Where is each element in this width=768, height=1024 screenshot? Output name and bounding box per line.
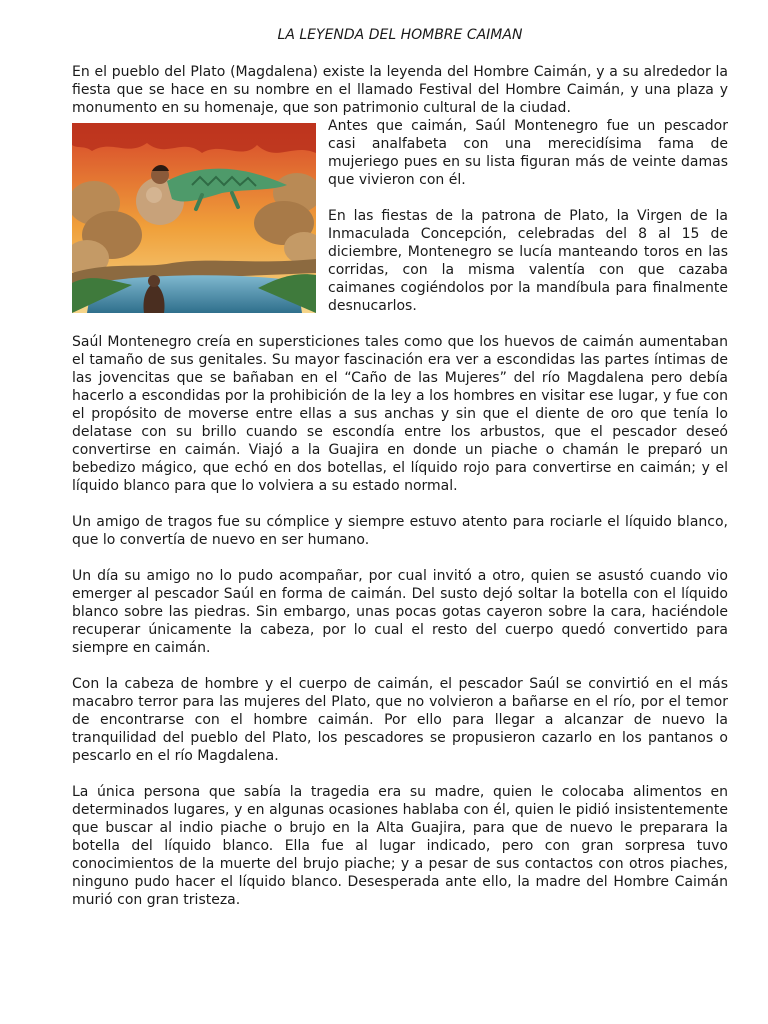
- paragraph-3: En las fiestas de la patrona de Plato, la Virgen de la Inmaculada Concepción, celebradas del 8 al 15 de diciembre, Montenegro se lucía manteando toros en las corridas, con la misma valentía con que cazaba caimanes cogiéndolos por la mandíbula para finalmente desnucarlos.: [328, 208, 728, 314]
- paragraph-5: Un amigo de tragos fue su cómplice y siempre estuvo atento para rociarle el líquido blanco, que lo convertía de nuevo en ser humano.: [72, 514, 728, 548]
- paragraph-2: Antes que caimán, Saúl Montenegro fue un pescador casi analfabeta con una merecidísima fama de mujeriego pues en su lista figuran más de veinte damas que vivieron con él.: [328, 118, 728, 188]
- document-page: [72, 26, 728, 927]
- painting-illustration: [72, 123, 316, 313]
- paragraph-4: Saúl Montenegro creía en supersticiones tales como que los huevos de caimán aumentaban el tamaño de sus genitales. Su mayor fascinación era ver a escondidas las partes íntimas de las jovencitas que se bañaban en el “Caño de las Mujeres” del río Magdalena pero debía hacerlo a escondidas por la prohibición de la ley a los hombres en visitar ese lugar, y fue con el propósito de moverse entre ellas a sus anchas y sin que el diente de oro que tenía lo delatase con su brillo cuando se escondía entre los arbustos, que el pescador deseó convertirse en caimán. Viajó a la Guajira en donde un piache o chamán le preparó un bebedizo mágico, que echó en dos botellas, el líquido rojo para convertirse en caimán; y el líquido blanco para que lo volviera a su estado normal.: [72, 334, 728, 494]
- paragraph-7: Con la cabeza de hombre y el cuerpo de caimán, el pescador Saúl se convirtió en el más macabro terror para las mujeres del Plato, que no volvieron a bañarse en el río, por el temor de encontrarse con el hombre caimán. Por ello para llegar a alcanzar de nuevo la tranquilidad del pueblo del Plato, los pescadores se propusieron cazarlo en los pantanos o pescarlo en el río Magdalena.: [72, 676, 728, 764]
- paragraph-1: En el pueblo del Plato (Magdalena) existe la leyenda del Hombre Caimán, y a su alrededor la fiesta que se hace en su nombre en el llamado Festival del Hombre Caimán, y una plaza y monumento en su homenaje, que son patrimonio cultural de la ciudad.: [72, 64, 728, 116]
- paragraph-6: Un día su amigo no lo pudo acompañar, por cual invitó a otro, quien se asustó cuando vio emerger al pescador Saúl en forma de caimán. Del susto dejó soltar la botella con el líquido blanco sobre las piedras. Sin embargo, unas pocas gotas cayeron sobre la cara, haciéndole recuperar únicamente la cabeza, por lo cual el resto del cuerpo quedó convertido para siempre en caimán.: [72, 568, 728, 656]
- legend-painting-image: [72, 123, 316, 313]
- paragraph-8: La única persona que sabía la tragedia era su madre, quien le colocaba alimentos en determinados lugares, y en algunas ocasiones hablaba con él, quien le pidió insistentemente que buscar al indio piache o brujo en la Alta Guajira, para que de nuevo le preparara la botella del líquido blanco. Ella fue al lugar indicado, pero con gran sorpresa tuvo conocimientos de la muerte del brujo piache; y a pesar de sus contactos con otros piaches, ninguno pudo hacer el líquido blanco. Desesperada ante ello, la madre del Hombre Caimán murió con gran tristeza.: [72, 784, 728, 908]
- document-title: LA LEYENDA DEL HOMBRE CAIMAN: [277, 27, 523, 43]
